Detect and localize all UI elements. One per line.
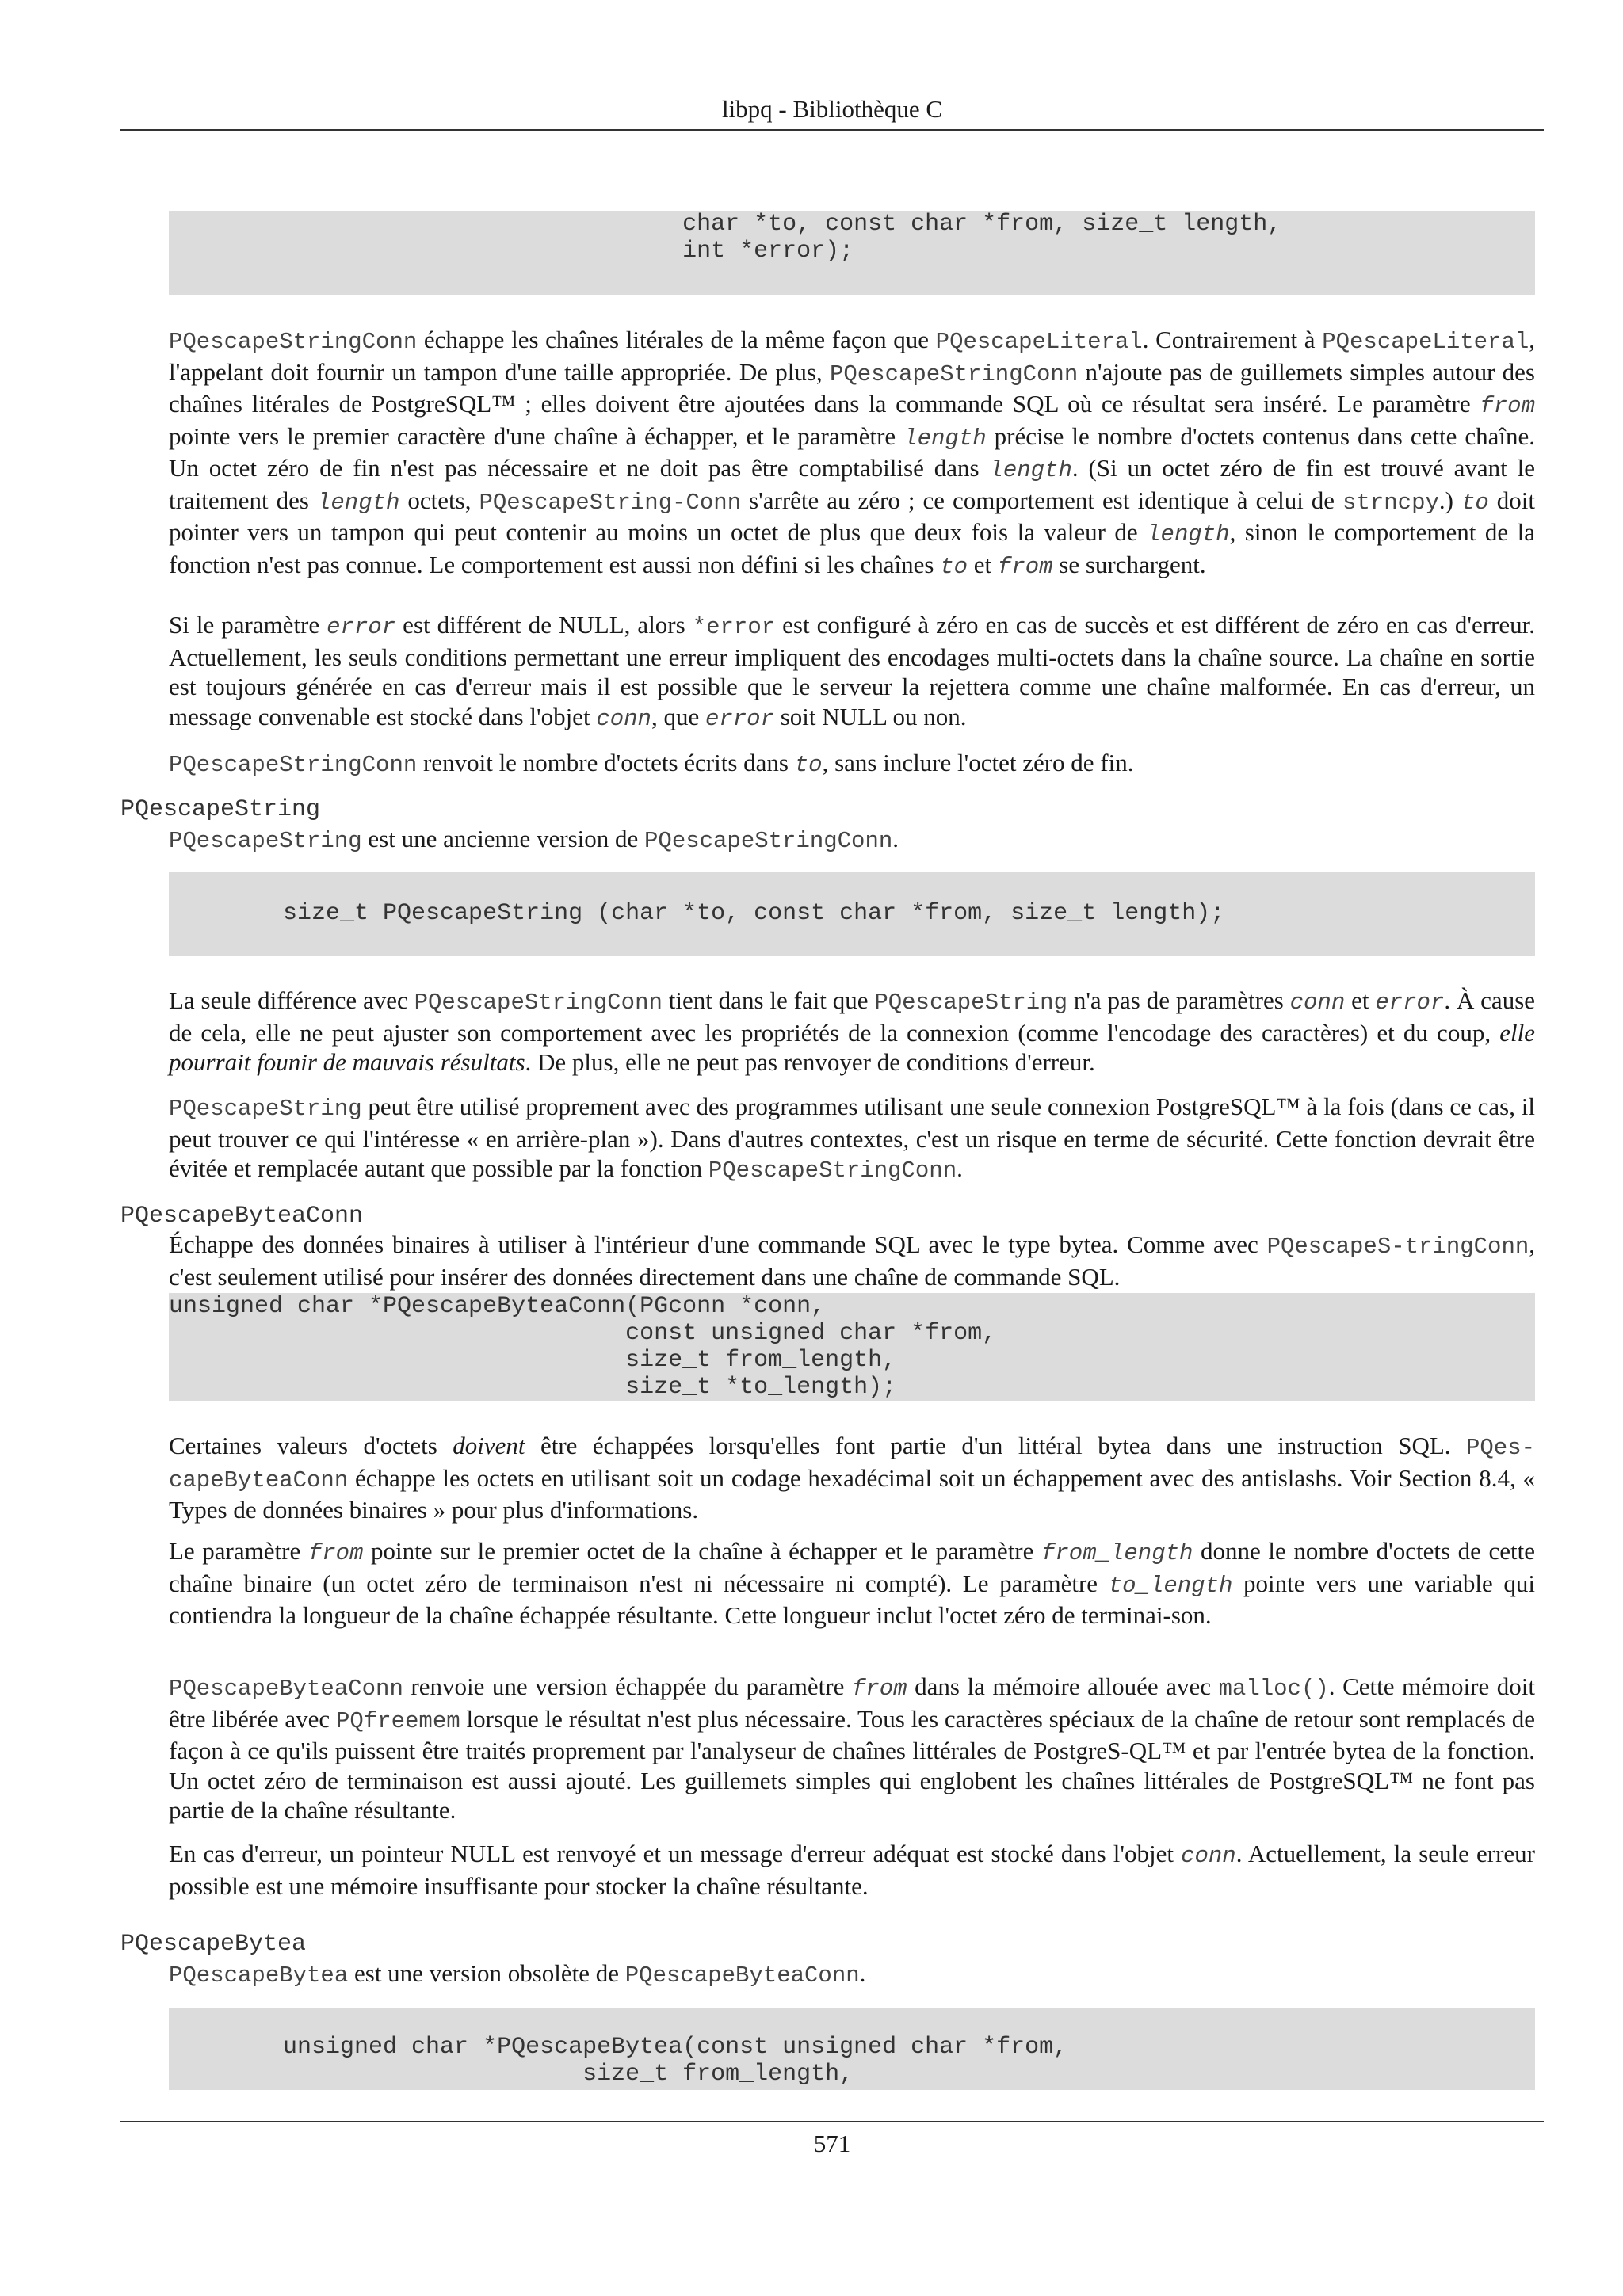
code-block-escape-string-conn: char *to, const char *from, size_t length, int *error); xyxy=(169,211,1535,295)
function-name: PQescapeStringConn xyxy=(414,990,663,1016)
code-literal: *error xyxy=(692,614,776,640)
parameter-name: from xyxy=(1480,393,1535,419)
text-run: . À cause de cela, elle ne peut ajuster son comportement avec les propriétés de la connexion (comme l'encodage des caractères) et du coup, xyxy=(169,986,1536,1047)
parameter-name: length xyxy=(316,489,400,516)
emphasis: elle pourrait founir de mauvais résultats xyxy=(169,1018,1535,1076)
text-run: . De plus, elle ne peut pas renvoyer de conditions d'erreur. xyxy=(525,1048,1095,1076)
paragraph-error-param xyxy=(169,610,1535,734)
function-name: PQescapeBytea xyxy=(169,1962,349,1989)
function-name: PQescapeString xyxy=(874,990,1067,1016)
code-block-escape-bytea: unsigned char *PQescapeBytea(const unsigned char *from, size_t from_length, xyxy=(169,2008,1535,2090)
function-name: PQescapeStringConn xyxy=(644,828,893,854)
text-run: et xyxy=(968,550,998,578)
text-run: Certaines valeurs d'octets xyxy=(169,1432,453,1459)
parameter-name: to_length xyxy=(1108,1572,1233,1599)
text-run: dans la mémoire allouée avec xyxy=(907,1672,1219,1700)
parameter-name: to xyxy=(1461,489,1489,516)
paragraph-return-value xyxy=(169,748,1535,780)
parameter-name: length xyxy=(989,457,1072,483)
text-run: lorsque le résultat n'est plus nécessaire. Tous les caractères spéciaux de la chaîne de retour sont remplacés de façon à ce qu'ils puissent être traités proprement par l'analyseur de chaînes littérales de PostgreS-QL™ et par l'entrée bytea de la fonction. Un octet zéro de terminaison est aussi ajouté. Les guillemets simples qui englobent les chaînes littérales de PostgreSQL™ ne font pas partie de la chaîne résultante. xyxy=(169,1704,1535,1824)
parameter-name: length xyxy=(1147,521,1230,547)
text-run: n'a pas de paramètres xyxy=(1067,986,1290,1014)
term-pqescapebytea: PQescapeBytea xyxy=(120,1931,307,1958)
parameter-name: from_length xyxy=(1041,1540,1193,1566)
paragraph-escape-string-conn-desc xyxy=(169,325,1535,582)
text-run: Le paramètre xyxy=(169,1537,308,1565)
text-run: octets, xyxy=(399,486,479,514)
function-name: malloc() xyxy=(1218,1676,1329,1702)
text-run: La seule différence avec xyxy=(169,986,414,1014)
function-name: PQescapeLiteral xyxy=(935,329,1143,355)
text-run: . Contrairement à xyxy=(1142,326,1323,353)
text-run: , que xyxy=(651,702,705,730)
paragraph-escape-string-diff xyxy=(169,986,1535,1077)
function-name: PQescapeStringConn xyxy=(169,752,418,778)
paragraph-bytea-return xyxy=(169,1672,1535,1825)
function-name: PQescapeStringConn xyxy=(169,329,418,355)
text-run: Échappe des données binaires à utiliser à l'intérieur d'une commande SQL avec le type bytea. Comme avec xyxy=(169,1230,1267,1258)
function-name: PQescapeS-tringConn xyxy=(1266,1234,1529,1260)
text-run: donne le nombre d'octets de cette chaîne binaire (un octet zéro de terminaison n'est ni nécessaire ni compté). Le paramètre xyxy=(169,1537,1535,1597)
function-name: PQescapeLiteral xyxy=(1322,329,1529,355)
emphasis: doivent xyxy=(453,1432,525,1459)
parameter-name: conn xyxy=(1289,990,1346,1016)
function-name: PQescapeString xyxy=(169,1096,362,1122)
text-run: Si le paramètre xyxy=(169,611,327,639)
term-pqescapestring: PQescapeString xyxy=(120,796,321,823)
text-run: est différent de NULL, alors xyxy=(395,611,693,639)
parameter-name: error xyxy=(1375,990,1445,1016)
text-run: et xyxy=(1345,986,1376,1014)
function-name: PQes-capeByteaConn xyxy=(169,1435,1535,1493)
term-pqescapebyteaconn: PQescapeByteaConn xyxy=(120,1203,364,1230)
parameter-name: conn xyxy=(596,705,651,732)
text-run: , c'est seulement utilisé pour insérer des données directement dans une chaîne de commande SQL. xyxy=(169,1230,1535,1291)
function-name: PQescapeByteaConn xyxy=(169,1676,403,1702)
text-run: précise le nombre d'octets contenus dans cette chaîne. Un octet zéro de fin n'est pas nécessaire et ne doit pas être comptabilisé dans xyxy=(169,421,1536,482)
function-name: strncpy xyxy=(1342,489,1439,516)
text-run: pointe sur le premier octet de la chaîne à échapper et le paramètre xyxy=(363,1537,1041,1565)
text-run: , sinon le comportement de la fonction n'est pas connue. Le comportement est aussi non défini si les chaînes xyxy=(169,518,1535,578)
text-run: tient dans le fait que xyxy=(662,986,875,1014)
paragraph-escape-bytea-intro xyxy=(169,1958,1535,1991)
page-number: 571 xyxy=(813,2130,851,2157)
code-block-escape-bytea-conn: unsigned char *PQescapeByteaConn(PGconn *conn, const unsigned char *from, size_t from_length, size_t *to_length); xyxy=(169,1293,1535,1401)
paragraph-bytea-escaping xyxy=(169,1431,1535,1525)
function-name: PQescapeString xyxy=(169,828,362,854)
text-run: soit NULL ou non. xyxy=(773,702,967,730)
text-run: s'arrête au zéro ; ce comportement est identique à celui de xyxy=(741,486,1343,514)
paragraph-escape-string-intro xyxy=(169,824,1535,856)
text-run: être échappées lorsqu'elles font partie d'un littéral bytea dans une instruction SQL. xyxy=(525,1432,1466,1459)
parameter-name: from xyxy=(307,1540,364,1566)
function-name: PQfreemem xyxy=(336,1707,460,1734)
running-header: libpq - Bibliothèque C xyxy=(721,95,943,123)
parameter-name: error xyxy=(327,614,396,640)
text-run: . xyxy=(957,1154,963,1182)
parameter-name: to xyxy=(794,752,823,778)
text-run: renvoie une version échappée du paramètre xyxy=(403,1672,852,1700)
text-run: doit pointer vers un tampon qui peut contenir au moins un octet de plus que deux fois la valeur de xyxy=(169,486,1536,546)
parameter-name: from xyxy=(997,553,1053,580)
text-run: . (Si un octet zéro de fin est trouvé avant le traitement des xyxy=(169,454,1535,514)
parameter-name: error xyxy=(705,705,774,732)
paragraph-bytea-params xyxy=(169,1536,1535,1630)
parameter-name: to xyxy=(940,553,968,580)
text-run: .) xyxy=(1438,486,1461,514)
text-run: n'ajoute pas de guillemets simples autour des chaînes litérales de PostgreSQL™ ; elles doivent être ajoutées dans la commande SQL où ce résultat sera inséré. Le paramètre xyxy=(169,357,1535,418)
function-name: PQescapeString-Conn xyxy=(479,489,742,516)
text-run: , l'appelant doit fournir un tampon d'une taille appropriée. De plus, xyxy=(169,326,1535,386)
text-run: se surchargent. xyxy=(1052,550,1206,578)
footer-rule xyxy=(120,2121,1544,2122)
parameter-name: from xyxy=(851,1676,907,1702)
function-name: PQescapeStringConn xyxy=(829,360,1079,387)
function-name: PQescapeStringConn xyxy=(708,1158,957,1184)
text-run: échappe les chaînes litérales de la même façon que xyxy=(417,326,936,353)
text-run: est une version obsolète de xyxy=(348,1959,625,1987)
parameter-name: conn xyxy=(1181,1843,1236,1869)
text-run: est une ancienne version de xyxy=(361,825,645,852)
code-block-escape-string: size_t PQescapeString (char *to, const char *from, size_t length); xyxy=(169,872,1535,956)
text-run: . xyxy=(859,1959,866,1987)
paragraph-escape-string-usage xyxy=(169,1092,1535,1186)
text-run: pointe vers le premier caractère d'une chaîne à échapper, et le paramètre xyxy=(169,421,904,450)
text-run: pointe vers une variable qui contiendra la longueur de la chaîne échappée résultante. Cette longueur inclut l'octet zéro de terminai-son. xyxy=(169,1569,1535,1629)
text-run: . xyxy=(892,825,899,852)
text-run: est configuré à zéro en cas de succès et est différent de zéro en cas d'erreur. Actuellement, les seuls conditions permettant une erreur impliquent des encodages multi-octets dans la chaîne source. La chaîne en sortie est toujours générée en cas d'erreur mais il est possible que le serveur la rejettera comme une chaîne malformée. En cas d'erreur, un message convenable est stocké dans l'objet xyxy=(169,611,1536,730)
paragraph-bytea-error xyxy=(169,1839,1535,1901)
text-run: peut être utilisé proprement avec des programmes utilisant une seule connexion PostgreSQL™ à la fois (dans ce cas, il peut trouver ce qui l'intéresse « en arrière-plan »). Dans d'autres contextes, c'est un risque en terme de sécurité. Cette fonction devrait être évitée et remplacée autant que possible par la fonction xyxy=(169,1093,1535,1182)
text-run: échappe les octets en utilisant soit un codage hexadécimal soit un échappement avec des antislashs. Voir Section 8.4, « Types de données binaires » pour plus d'informations. xyxy=(169,1463,1535,1524)
text-run: . Actuellement, la seule erreur possible est une mémoire insuffisante pour stocker la chaîne résultante. xyxy=(169,1840,1535,1900)
function-name: PQescapeByteaConn xyxy=(624,1962,860,1989)
text-run: En cas d'erreur, un pointeur NULL est renvoyé et un message d'erreur adéquat est stocké dans l'objet xyxy=(169,1840,1182,1867)
paragraph-escape-bytea-conn-intro xyxy=(169,1230,1535,1291)
text-run: . Cette mémoire doit être libérée avec xyxy=(169,1672,1536,1733)
header-rule xyxy=(120,129,1544,131)
text-run: renvoit le nombre d'octets écrits dans xyxy=(417,749,795,776)
parameter-name: length xyxy=(903,425,987,452)
text-run: , sans inclure l'octet zéro de fin. xyxy=(822,749,1134,776)
